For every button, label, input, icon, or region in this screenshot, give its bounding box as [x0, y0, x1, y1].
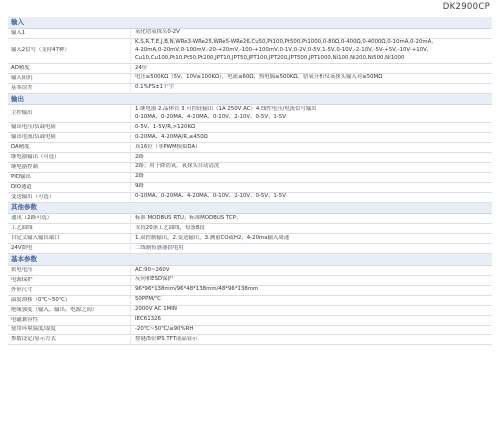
spec-value — [130, 183, 492, 191]
spec-label: 供电电压 — [11, 266, 33, 273]
section-title: 输入 — [11, 17, 24, 26]
spec-row — [8, 316, 492, 326]
spec-row — [8, 326, 492, 336]
spec-label: 继电器输出（可选） — [11, 153, 60, 160]
spec-value-line: 2路；用于降锆氧，氧探头自动清洗 — [135, 163, 220, 170]
spec-value — [130, 106, 492, 121]
spec-value-line: 按键/5位IPS TFT液晶显示 — [135, 336, 198, 343]
spec-value-line: K,S,R,T,E,J,B,N,WRe3-WRe25,WRe5-WRe26,Cu50,Pt100,Pt500,Pt1000,0-80Ω,0-400Ω,0-4000Ω,0-10mA,0-20mA, — [135, 39, 434, 46]
spec-label: 24V馈电 — [11, 245, 33, 252]
spec-value — [130, 65, 492, 73]
section-title: 基本参数 — [11, 254, 37, 263]
spec-value-line: 1.继电器 2.晶体管 3.可控硅输出（1A 250V AC）4.线性电压/电流信号输出 — [135, 106, 317, 113]
spec-table — [8, 17, 492, 345]
section-title: 其他参数 — [11, 203, 37, 212]
spec-label: 绝缘强度（输入、输出、电源之间） — [11, 306, 98, 313]
spec-row — [8, 39, 492, 64]
spec-value-line: 标准 MODBUS RTU；标准MODBUS TCP； — [135, 215, 242, 221]
spec-value-line: 二线制传感器供电用 — [135, 244, 184, 251]
spec-value-line: 9路 — [135, 183, 144, 190]
spec-row — [8, 29, 492, 39]
spec-row — [8, 84, 492, 94]
spec-value-line: Cu10,Cu100,Pt10,Pt50,Pt200,JPT10,JPT50,JPT100,JPT200,JPT500,JPT1000,Ni100,Ni200,Ni500,Ni1000 — [135, 54, 405, 61]
spec-value — [130, 276, 492, 284]
spec-row — [8, 183, 492, 193]
section-header — [8, 203, 492, 215]
section-header — [8, 94, 492, 106]
spec-value — [130, 163, 492, 171]
spec-label: 通讯（2路可选） — [11, 215, 53, 222]
spec-label: 参数设定/显示方式 — [11, 336, 56, 343]
spec-value-line: 4-20mA,0-20mV,0-100mV,-20-+20mV,-100-+100mV,0-1V,0-2V,0-5V,1-5V,0-10V,-2-10V,-5V-+5V,-10V-+10V, — [135, 47, 429, 53]
spec-label: 主控输出 — [11, 110, 33, 117]
spec-value-line: 0-5V、1-5V/R,>120KΩ — [135, 123, 196, 130]
spec-row — [8, 244, 492, 254]
spec-value — [130, 134, 492, 142]
spec-row — [8, 193, 492, 203]
spec-value — [130, 154, 492, 162]
spec-value-line: 真16位（非PWM模拟DA） — [135, 143, 201, 150]
spec-row — [8, 266, 492, 276]
spec-label: 输出电流/负载电阻 — [11, 133, 56, 140]
spec-row — [8, 143, 492, 153]
section-title: 输出 — [11, 94, 24, 103]
spec-value — [130, 245, 492, 253]
spec-value-line: AC:90~260V — [135, 266, 170, 273]
spec-row — [8, 173, 492, 183]
spec-label: 输入1 — [11, 29, 26, 36]
spec-label: 电源保护 — [11, 276, 33, 283]
spec-label: 外形尺寸 — [11, 286, 33, 293]
spec-value-line: 0-10MA、0-20MA、4-20MA、0-10V、2-10V、0-5V、1-5V — [135, 193, 286, 200]
spec-label: DIO通道 — [11, 183, 32, 190]
spec-value-line: 0-20MA、4-20MA/R,≤450Ω — [135, 133, 208, 140]
spec-row — [8, 74, 492, 84]
spec-value — [130, 173, 492, 181]
spec-value-line: 1.双控制输出，2.变送输出，3.测量CO或H2，4-20ma输入周速 — [135, 234, 290, 241]
spec-row — [8, 234, 492, 244]
spec-label: 工艺曲线 — [11, 225, 33, 232]
spec-value-line: IEC61326 — [135, 316, 161, 323]
spec-row — [8, 123, 492, 133]
spec-row — [8, 224, 492, 234]
spec-value — [130, 84, 492, 92]
spec-value — [130, 286, 492, 294]
spec-row — [8, 286, 492, 296]
spec-row — [8, 214, 492, 224]
spec-row — [8, 153, 492, 163]
spec-label: 输出电压/负载电阻 — [11, 124, 56, 130]
spec-value — [130, 39, 492, 62]
spec-label: DA精度 — [11, 143, 30, 150]
spec-value-line: 2000V AC 1MIN — [135, 306, 177, 313]
spec-value-line: 96*96*138mm/96*48*138mm/48*96*138mm — [135, 286, 259, 293]
spec-value-line: 电压≥500KΩ（5V、10V≥100KΩ），电流≤60Ω，热电偶≥500KΩ，锆氧分析仪氧探头输入对≥50MΩ — [135, 74, 383, 81]
spec-value — [130, 124, 492, 132]
model-title: DK2900CP — [442, 2, 490, 12]
spec-label: 输入阻抗 — [11, 74, 33, 81]
spec-value — [130, 296, 492, 304]
spec-value — [130, 215, 492, 223]
spec-label: 电磁兼容性 — [11, 316, 38, 323]
spec-label: AD精度 — [11, 64, 30, 71]
spec-value — [130, 316, 492, 324]
spec-value-line: 0-10MA、0-20MA、4-20MA、0-10V、2-10V、0-5V、1-5V — [135, 113, 286, 120]
spec-value — [130, 235, 492, 243]
spec-label: 使用环境温度/湿度 — [11, 326, 56, 333]
spec-value-line: 2路 — [135, 153, 144, 160]
spec-value — [130, 29, 492, 37]
spec-value — [130, 306, 492, 314]
spec-value — [130, 74, 492, 82]
spec-value-line: 氧化锆氧探头0-2V — [135, 29, 180, 36]
spec-value-line: 24位 — [135, 64, 148, 71]
spec-label: 输入2信号（支持47种） — [11, 47, 70, 54]
spec-label: 变送输出（可选） — [11, 193, 55, 200]
spec-row — [8, 335, 492, 345]
spec-label: PID输出 — [11, 173, 31, 180]
spec-row — [8, 133, 492, 143]
spec-value — [130, 225, 492, 233]
spec-value-line: 支持20条工艺曲线，每条8段 — [135, 224, 205, 231]
section-header — [8, 17, 492, 29]
spec-row — [8, 306, 492, 316]
spec-label: 继电器控制 — [11, 163, 38, 170]
spec-value — [130, 193, 492, 201]
spec-row — [8, 276, 492, 286]
spec-value — [130, 267, 492, 275]
spec-row — [8, 105, 492, 123]
spec-value — [130, 326, 492, 334]
spec-row — [8, 163, 492, 173]
spec-value-line: 反向和ESD保护 — [135, 276, 173, 283]
spec-label: 自定义输入输出端口 — [11, 235, 60, 242]
spec-value-line: 50PPM/℃ — [135, 296, 161, 303]
section-header — [8, 254, 492, 266]
spec-value-line: 0.1%FS±1个字 — [135, 84, 174, 91]
spec-value — [130, 144, 492, 152]
spec-value-line: 2路 — [135, 173, 144, 180]
spec-row — [8, 296, 492, 306]
spec-label: 温度漂移（0℃~50℃） — [11, 296, 71, 303]
spec-value — [130, 336, 492, 344]
spec-value-line: -20℃~50℃/≤90%RH — [135, 326, 194, 333]
spec-row — [8, 64, 492, 74]
spec-label: 基本误差 — [11, 84, 33, 91]
